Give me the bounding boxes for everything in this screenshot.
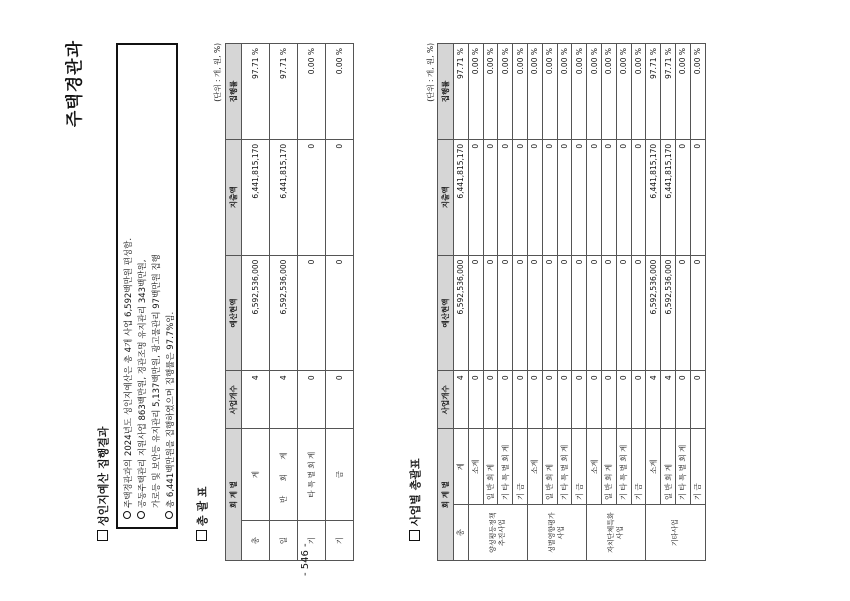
table-row: 기타사업 소계 4 6,592,536,000 6,441,815,170 97.71 % <box>646 44 661 561</box>
section-project-table-title: 사업별 총괄표 <box>409 458 422 526</box>
group-label: 기타사업 <box>646 505 705 561</box>
summary-table <box>225 43 354 561</box>
header-rate: 집행률 <box>226 44 242 140</box>
table-row: 성별영향평가 사업 소계 0 0 0 0.00 % <box>527 44 542 561</box>
table-row: 기 금 0 0 0 0.00 % <box>326 44 354 561</box>
department-title: 주택경관과 <box>65 40 85 128</box>
summary-line: 총 6,441백만원을 집행하였으며 집행률은 97.7%임. <box>164 53 178 519</box>
header-budget: 예산현액 <box>438 255 454 371</box>
circle-bullet-icon <box>137 511 145 519</box>
table-row: 기 타 특 별 회 계 0 0 0 0.00 % <box>557 44 572 561</box>
group-label: 성별영향평가 사업 <box>527 505 586 561</box>
circle-bullet-icon <box>123 511 131 519</box>
section-summary-table-heading <box>194 486 210 541</box>
header-spent: 지출액 <box>226 139 242 255</box>
section-results-title: 성인지예산 집행결과 <box>97 426 110 526</box>
header-account: 회 계 별 <box>226 429 242 561</box>
summary-line: 공동주택관리 지원사업 863백만원, 경관조명 유지관리 343백만원, <box>136 53 150 519</box>
table-row: 양성평등정책 추진사업 소계 0 0 0 0.00 % <box>468 44 483 561</box>
table-header-row <box>226 44 242 561</box>
table-row: 기 금 0 0 0 0.00 % <box>631 44 646 561</box>
section-results-heading <box>95 427 111 541</box>
checkbox-square-icon <box>409 530 420 541</box>
group-label: 양성평등정책 추진사업 <box>468 505 527 561</box>
header-spent: 지출액 <box>438 139 454 255</box>
summary-line: 주택경관과의 2024년도 성인지예산은 총 4개 사업 6,592백만원 편성함. <box>122 53 136 519</box>
summary-line: 가로등 및 보안등 유지관리 5,137백만원, 광고물관리 97백만원 집행 <box>152 254 162 508</box>
checkbox-square-icon <box>97 530 108 541</box>
summary-box <box>116 43 178 529</box>
table-row-total: 총 계 4 6,592,536,000 6,441,815,170 97.71 % <box>454 44 469 561</box>
table-row: 일 반 회 계 0 0 0 0.00 % <box>542 44 557 561</box>
table-row: 일 반 회 계 4 6,592,536,000 6,441,815,170 97.71 % <box>270 44 298 561</box>
header-account: 회 계 별 <box>438 429 454 561</box>
table-header-row <box>438 44 454 561</box>
project-table <box>437 43 706 561</box>
header-count: 사업개수 <box>226 371 242 429</box>
unit-label: (단위 : 개, 원, %) <box>426 43 435 102</box>
table-row: 일 반 회 계 0 0 0 0.00 % <box>601 44 616 561</box>
table-row: 기 금 0 0 0 0.00 % <box>690 44 705 561</box>
group-label: 자치단체특화 사업 <box>587 505 646 561</box>
unit-label: (단위 : 개, 원, %) <box>213 43 222 102</box>
table-row: 일 반 회 계 4 6,592,536,000 6,441,815,170 97.71 % <box>661 44 676 561</box>
table-row: 자치단체특화 사업 소계 0 0 0 0.00 % <box>587 44 602 561</box>
header-budget: 예산현액 <box>226 255 242 371</box>
page-number: - 546 - <box>300 543 311 576</box>
table-row: 기 타 특 별 회 계 0 0 0 0.00 % <box>298 44 326 561</box>
table-row: 일 반 회 계 0 0 0 0.00 % <box>483 44 498 561</box>
table-row: 기 타 특 별 회 계 0 0 0 0.00 % <box>675 44 690 561</box>
table-row: 총 계 4 6,592,536,000 6,441,815,170 97.71 % <box>242 44 270 561</box>
section-project-table-heading <box>407 458 423 541</box>
section-summary-table-title: 총 괄 표 <box>196 486 209 526</box>
circle-bullet-icon <box>165 511 173 519</box>
checkbox-square-icon <box>196 530 207 541</box>
header-count: 사업개수 <box>438 371 454 429</box>
table-row: 기 금 0 0 0 0.00 % <box>513 44 528 561</box>
table-row: 기 타 특 별 회 계 0 0 0 0.00 % <box>498 44 513 561</box>
table-row: 기 타 특 별 회 계 0 0 0 0.00 % <box>616 44 631 561</box>
header-rate: 집행률 <box>438 44 454 140</box>
table-row: 기 금 0 0 0 0.00 % <box>572 44 587 561</box>
